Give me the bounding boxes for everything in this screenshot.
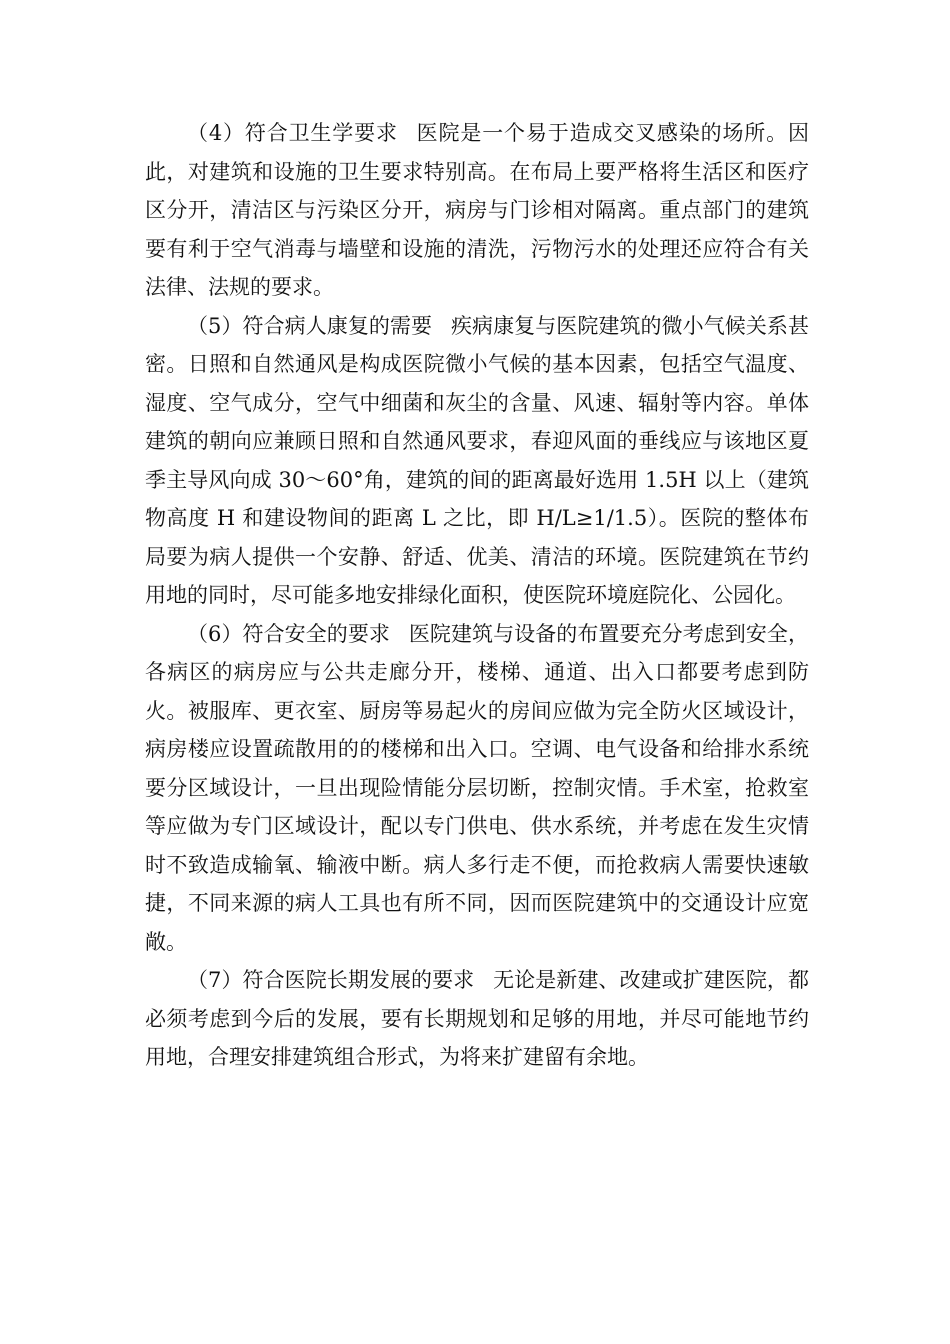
paragraph-body: 疾病康复与医院建筑的微小气候关系甚密。日照和自然通风是构成医院微小气候的基本因素，包括空气温度、湿度、空气成分，空气中细菌和灰尘的含量、风速、辐射等内容。单体建筑的朝向应兼顾日照和自然通风要求，春迎风面的垂线应与该地区夏季主导风向成 30～60°角，建筑的间的距离最好选用 1.5H 以上（建筑物高度 H 和建设物间的距离 L 之比，即 H/L≥1/1.5）。医院的整体布局要为病人提供一个安静、舒适、优美、清洁的环境。医院建筑在节约用地的同时，尽可能多地安排绿化面积，使医院环境庭院化、公园化。 [145,313,809,607]
paragraph-heading: （5）符合病人康复的需要 [187,313,433,338]
paragraph-development [145,961,809,1077]
paragraph-body: 医院是一个易于造成交叉感染的场所。因此，对建筑和设施的卫生要求特别高。在布局上要严格将生活区和医疗区分开，清洁区与污染区分开，病房与门诊相对隔离。重点部门的建筑要有利于空气消毒与墙壁和设施的清洗，污物污水的处理还应符合有关法律、法规的要求。 [145,121,809,299]
paragraph-heading: （6）符合安全的要求 [187,621,390,646]
paragraph-heading: （7）符合医院长期发展的要求 [187,968,475,992]
paragraph-body: 无论是新建、改建或扩建医院，都必须考虑到今后的发展，要有长期规划和足够的用地，并尽可能地节约用地，合理安排建筑组合形式，为将来扩建留有余地。 [145,968,809,1069]
paragraph-body: 医院建筑与设备的布置要充分考虑到安全，各病区的病房应与公共走廊分开，楼梯、通道、出入口都要考虑到防火。被服库、更衣室、厨房等易起火的房间应做为完全防火区域设计，病房楼应设置疏散用的的楼梯和出入口。空调、电气设备和给排水系统要分区域设计，一旦出现险情能分层切断，控制灾情。手术室，抢救室等应做为专门区域设计，配以专门供电、供水系统，并考虑在发生灾情时不致造成输氧、输液中断。病人多行走不便，而抢救病人需要快速敏捷，不同来源的病人工具也有所不同，因而医院建筑中的交通设计应宽敞。 [145,621,809,954]
document-page [145,114,809,1077]
paragraph-hygiene [145,114,809,307]
paragraph-recovery [145,307,809,615]
paragraph-heading: （4）符合卫生学要求 [187,121,398,145]
paragraph-safety [145,615,809,962]
